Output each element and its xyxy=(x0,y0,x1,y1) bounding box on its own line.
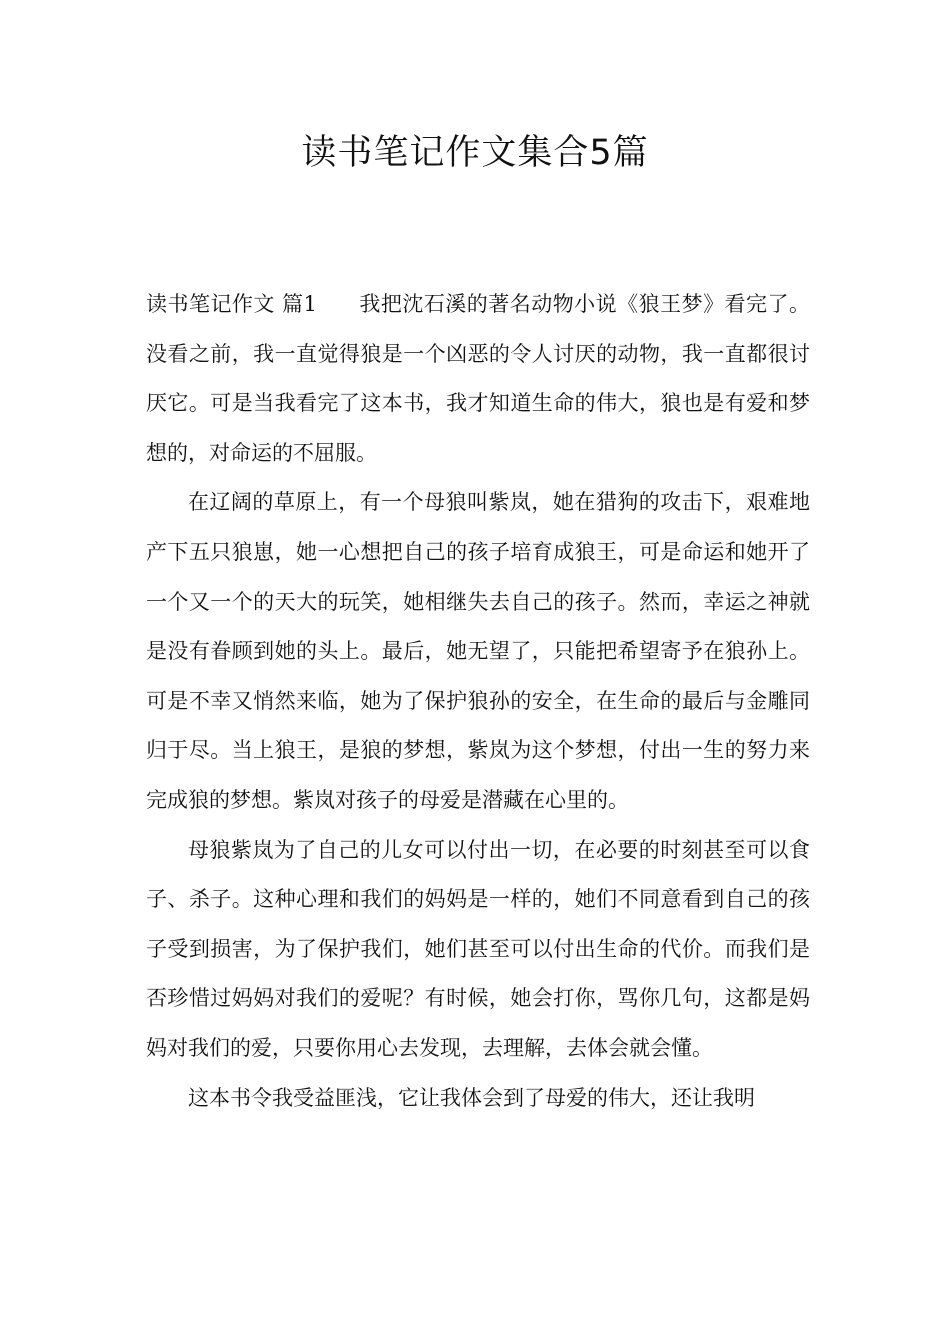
paragraph-1 xyxy=(146,280,810,478)
paragraph-4: 这本书令我受益匪浅，它让我体会到了母爱的伟大，还让我明 xyxy=(188,1085,755,1110)
paragraph-3: 母狼紫岚为了自己的儿女可以付出一切，在必要的时刻甚至可以食子、杀子。这种心理和我们的妈妈是一样的，她们不同意看到自己的孩子受到损害，为了保护我们，她们甚至可以付出生命的代价。而我们是否珍惜过妈妈对我们的爱呢？有时候，她会打你，骂你几句，这都是妈妈对我们的爱，只要你用心去发现，去理解，去体会就会懂。 xyxy=(146,837,810,1060)
document-title: 读书笔记作文集合5篇 xyxy=(301,133,649,173)
paragraph-2: 在辽阔的草原上，有一个母狼叫紫岚，她在猎狗的攻击下，艰难地产下五只狼崽，她一心想把自己的孩子培育成狼王，可是命运和她开了一个又一个的天大的玩笑，她相继失去自己的孩子。然而，幸运之神就是没有眷顾到她的头上。最后，她无望了，只能把希望寄予在狼孙上。可是不幸又悄然来临，她为了保护狼孙的安全，在生命的最后与金雕同归于尽。当上狼王，是狼的梦想，紫岚为这个梦想，付出一生的努力来完成狼的梦想。紫岚对孩子的母爱是潜藏在心里的。 xyxy=(146,490,810,812)
document-body xyxy=(146,280,810,1123)
paragraph-1-text: 我把沈石溪的著名动物小说《狼王梦》看完了。没看之前，我一直觉得狼是一个凶恶的令人讨厌的动物，我一直都很讨厌它。可是当我看完了这本书，我才知道生命的伟大，狼也是有爱和梦想的，对命运的不屈服。 xyxy=(146,292,810,465)
section-heading: 读书笔记作文 篇1 xyxy=(146,292,317,316)
